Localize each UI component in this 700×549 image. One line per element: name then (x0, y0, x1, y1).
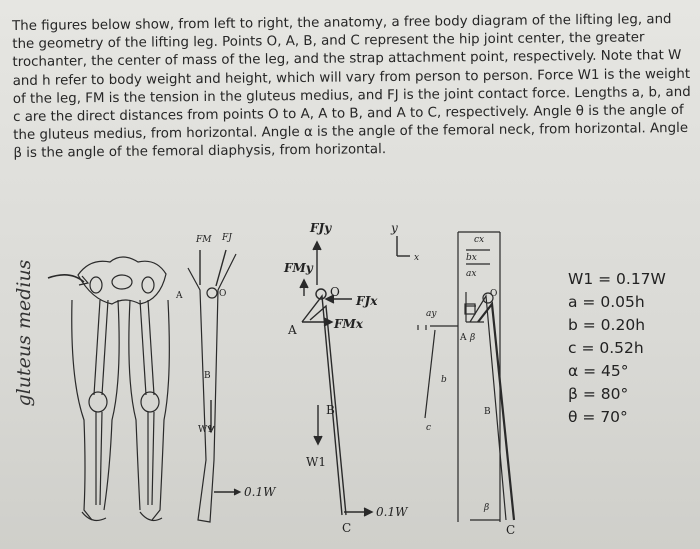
axis-y-label: y (391, 221, 398, 235)
side-label-text: gluteus medius (13, 259, 35, 407)
variable-list (568, 268, 666, 429)
fjx-label: FJx (356, 294, 378, 308)
fbd-w1-label: W1 (198, 425, 213, 435)
fmx-label: FMx (334, 317, 363, 331)
geom-c-big-label: C (506, 523, 516, 537)
fbd-force-label: 0.1W (244, 485, 276, 499)
geom-beta-top-label: β (470, 333, 476, 343)
statement-line: trochanter, the center of mass of the leg, and the strap attachment point, respectively. Note that W (12, 48, 682, 71)
statement-line: of the leg, FM is the tension in the gluteus medius, and FJ is the joint contact force. Lengths a, b, and (12, 84, 691, 107)
w1-label: W1 (306, 455, 326, 469)
fbd-fj-label: FJ (222, 233, 232, 243)
statement-line: the geometry of the lifting leg. Points O, A, B, and C represent the hip joint center, the greater (12, 30, 645, 53)
anatomy-figure (48, 257, 169, 520)
geom-ax-label: ax (466, 269, 477, 279)
statement-line: and h refer to body weight and height, which will vary from person to person. Force W1 is the weight (12, 66, 691, 89)
fbd-a-label: A (176, 291, 183, 301)
free-body-figure (188, 250, 240, 522)
fjy-label: FJy (310, 221, 332, 235)
statement-line: The figures below show, from left to right, the anatomy, a free body diagram of the lifting leg, and (12, 12, 672, 34)
geom-b-small-label: b (441, 375, 447, 385)
geom-bx-label: bx (466, 253, 477, 263)
geom-beta-bottom-label: β (484, 503, 490, 513)
variable-b: b = 0.20h (568, 316, 646, 334)
point-o-label: O (330, 285, 340, 299)
point-c-label: C (342, 521, 352, 535)
geom-c-small-label: c (426, 423, 432, 433)
fbd-o-label: O (219, 289, 227, 299)
variable-theta: θ = 70° (568, 408, 628, 426)
geom-o-label: O (490, 289, 498, 299)
statement-line: β is the angle of the femoral diaphysis, from horizontal. (13, 142, 387, 162)
point-b-label: B (326, 403, 335, 417)
variable-a: a = 0.05h (568, 293, 645, 311)
variable-c: c = 0.52h (568, 339, 644, 357)
axis-x-label: x (414, 253, 420, 263)
variable-beta: β = 80° (568, 385, 629, 403)
fbd-fm-label: FM (196, 235, 212, 245)
fbd-b-label: B (204, 371, 211, 381)
geom-cx-label: cx (474, 235, 485, 245)
statement-line: the gluteus medius, from horizontal. Angle α is the angle of the femoral neck, from horizontal. Angle (13, 121, 689, 144)
force-label: 0.1W (376, 505, 408, 519)
geom-b-big-label: B (484, 407, 491, 417)
force-diagram (300, 236, 410, 516)
variable-alpha: α = 45° (568, 362, 629, 380)
geom-ay-label: ay (426, 309, 437, 319)
fmy-label: FMy (284, 261, 313, 275)
point-a-label: A (288, 323, 297, 337)
statement-line: c are the direct distances from points O to A, A to B, and A to C, respectively. Angle θ is the angle of (12, 102, 684, 126)
variable-w1: W1 = 0.17W (568, 270, 666, 288)
geom-a-label: A (460, 333, 467, 343)
